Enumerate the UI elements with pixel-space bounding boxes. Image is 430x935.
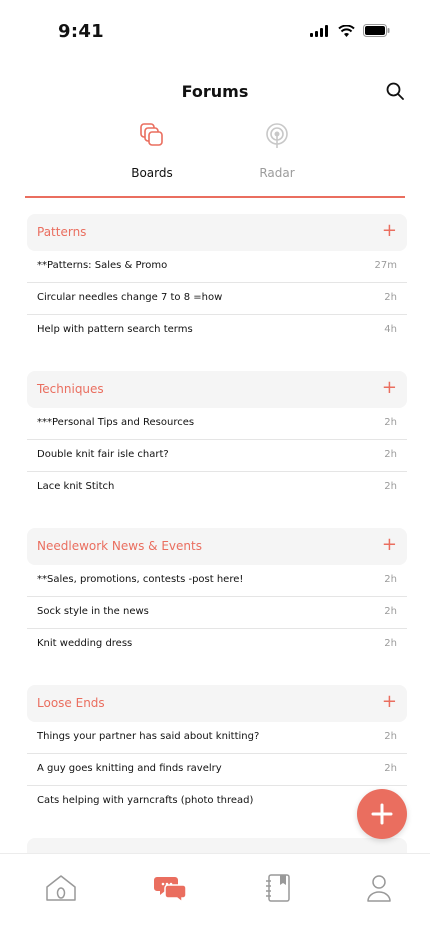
profile-icon bbox=[366, 873, 392, 903]
tab-underline bbox=[25, 196, 405, 198]
section-header[interactable] bbox=[27, 685, 407, 722]
forums-icon bbox=[154, 873, 188, 903]
thread-time: 27m bbox=[374, 260, 397, 271]
tab-radar-label: Radar bbox=[259, 166, 295, 180]
thread-title: Lace knit Stitch bbox=[37, 481, 115, 492]
forum-tabs bbox=[25, 122, 405, 198]
thread-title: ***Personal Tips and Resources bbox=[37, 417, 195, 428]
add-icon[interactable]: + bbox=[381, 534, 397, 555]
nav-forums[interactable] bbox=[153, 870, 189, 906]
new-post-button[interactable] bbox=[357, 789, 407, 839]
thread-row[interactable] bbox=[27, 472, 407, 503]
bottom-nav bbox=[0, 853, 430, 935]
thread-time: 2h bbox=[384, 574, 397, 585]
nav-notebook[interactable] bbox=[260, 870, 296, 906]
battery-icon bbox=[363, 24, 390, 37]
section-header[interactable] bbox=[27, 371, 407, 408]
section-header[interactable] bbox=[27, 528, 407, 565]
thread-time: 2h bbox=[384, 606, 397, 617]
thread-row[interactable] bbox=[27, 629, 407, 660]
section-title: Needlework News & Events bbox=[37, 539, 202, 553]
thread-title: Double knit fair isle chart? bbox=[37, 449, 169, 460]
radar-icon bbox=[264, 122, 290, 148]
thread-time: 2h bbox=[384, 417, 397, 428]
thread-time: 2h bbox=[384, 449, 397, 460]
thread-row[interactable] bbox=[27, 722, 407, 754]
thread-row[interactable] bbox=[27, 283, 407, 315]
stacked-squares-icon bbox=[139, 122, 165, 148]
section-title: Techniques bbox=[37, 382, 104, 396]
section-techniques bbox=[27, 371, 407, 503]
thread-title: Knit wedding dress bbox=[37, 638, 133, 649]
nav-profile[interactable] bbox=[361, 870, 397, 906]
thread-title: **Sales, promotions, contests -post here! bbox=[37, 574, 244, 585]
thread-title: Circular needles change 7 to 8 =how bbox=[37, 292, 223, 303]
thread-title: A guy goes knitting and finds ravelry bbox=[37, 763, 222, 774]
signal-icon bbox=[310, 25, 330, 37]
plus-icon bbox=[371, 803, 393, 825]
home-icon bbox=[44, 873, 78, 903]
thread-title: Sock style in the news bbox=[37, 606, 149, 617]
status-icons bbox=[310, 24, 390, 37]
thread-row[interactable] bbox=[27, 315, 407, 346]
thread-title: Things your partner has said about knitting? bbox=[37, 731, 260, 742]
thread-row[interactable] bbox=[27, 565, 407, 597]
status-bar bbox=[0, 0, 430, 60]
section-patterns bbox=[27, 214, 407, 346]
thread-row[interactable] bbox=[27, 251, 407, 283]
thread-row[interactable] bbox=[27, 440, 407, 472]
section-needlework-news bbox=[27, 528, 407, 660]
thread-time: 2h bbox=[384, 731, 397, 742]
add-icon[interactable]: + bbox=[381, 220, 397, 241]
thread-time: 4h bbox=[384, 324, 397, 335]
add-icon[interactable]: + bbox=[381, 691, 397, 712]
thread-row[interactable] bbox=[27, 754, 407, 786]
thread-time: 2h bbox=[384, 481, 397, 492]
page-title: Forums bbox=[181, 82, 249, 101]
tab-boards-label: Boards bbox=[131, 166, 173, 180]
thread-time: 2h bbox=[384, 292, 397, 303]
add-icon[interactable]: + bbox=[381, 377, 397, 398]
tab-radar[interactable] bbox=[197, 122, 357, 180]
section-title: Patterns bbox=[37, 225, 87, 239]
section-header[interactable] bbox=[27, 214, 407, 251]
thread-row[interactable] bbox=[27, 408, 407, 440]
thread-row[interactable] bbox=[27, 597, 407, 629]
header bbox=[0, 78, 430, 106]
nav-home[interactable] bbox=[43, 870, 79, 906]
notebook-icon bbox=[264, 873, 292, 903]
boards-list bbox=[27, 214, 407, 875]
thread-time: 2h bbox=[384, 638, 397, 649]
thread-title: Cats helping with yarncrafts (photo thread) bbox=[37, 795, 254, 806]
section-title: Loose Ends bbox=[37, 696, 105, 710]
section-loose-ends bbox=[27, 685, 407, 817]
search-icon[interactable] bbox=[386, 82, 404, 100]
thread-row[interactable] bbox=[27, 786, 407, 817]
wifi-icon bbox=[338, 25, 355, 37]
thread-title: **Patterns: Sales & Promo bbox=[37, 260, 168, 271]
status-time: 9:41 bbox=[58, 21, 104, 42]
thread-title: Help with pattern search terms bbox=[37, 324, 193, 335]
thread-time: 2h bbox=[384, 763, 397, 774]
